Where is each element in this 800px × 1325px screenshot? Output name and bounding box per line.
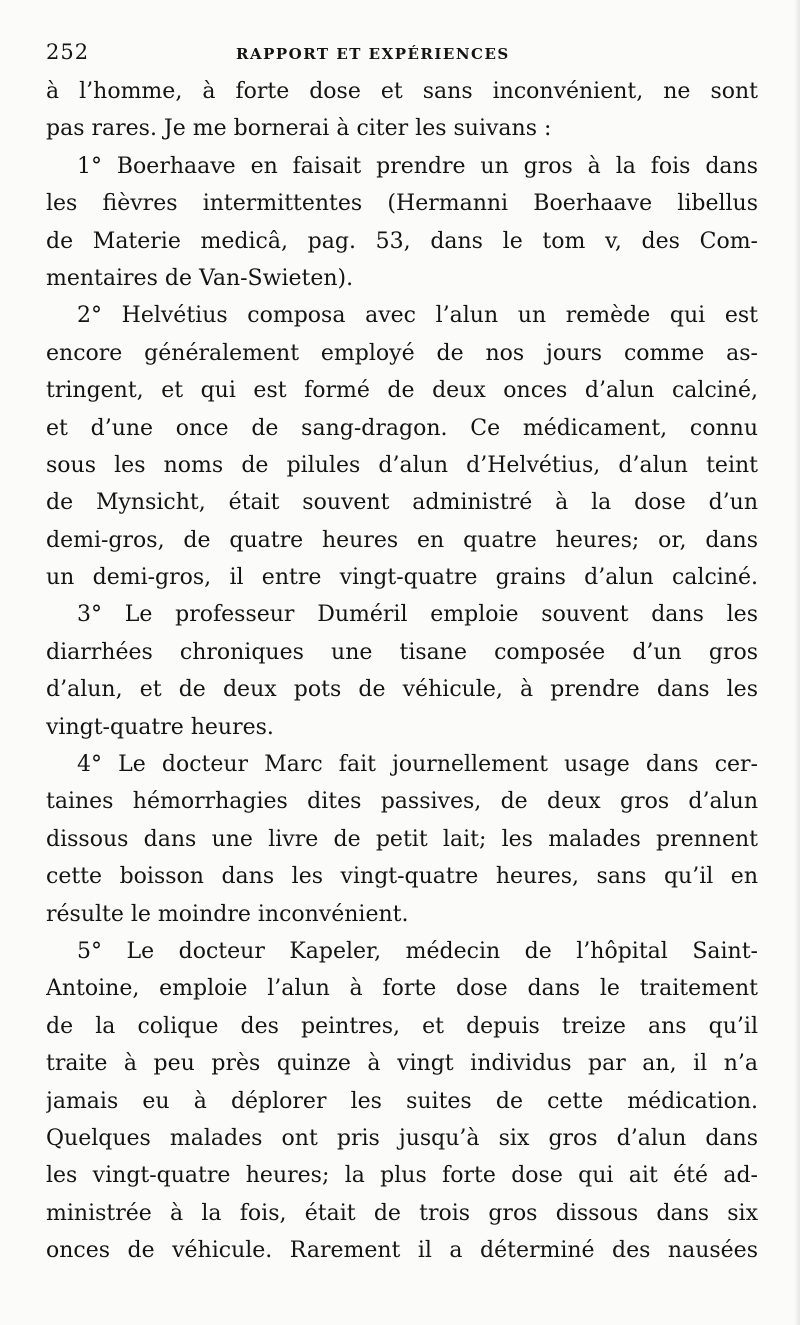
text-line: et d’une once de sang-dragon. Ce médicament, connu bbox=[46, 415, 758, 441]
text-line: 1° Boerhaave en faisait prendre un gros à la fois dans bbox=[77, 153, 758, 179]
scan-edge-shadow bbox=[794, 0, 800, 1325]
text-line: diarrhées chroniques une tisane composée d’un gros bbox=[46, 639, 758, 665]
text-line: dissous dans une livre de petit lait; les malades prennent bbox=[46, 826, 758, 852]
text-line: tringent, et qui est formé de deux onces d’alun calciné, bbox=[46, 378, 758, 404]
text-line: cette boisson dans les vingt-quatre heures, sans qu’il en bbox=[46, 864, 758, 890]
text-line: vingt-quatre heures. bbox=[46, 714, 274, 740]
text-line: demi-gros, de quatre heures en quatre heures; or, dans bbox=[46, 527, 758, 553]
text-line: de la colique des peintres, et depuis treize ans qu’il bbox=[46, 1013, 758, 1039]
page-number: 252 bbox=[46, 40, 90, 64]
text-line: 5° Le docteur Kapeler, médecin de l’hôpital Saint- bbox=[77, 938, 758, 964]
text-line: sous les noms de pilules d’alun d’Helvétius, d’alun teint bbox=[46, 452, 758, 478]
text-line: onces de véhicule. Rarement il a déterminé des nausées bbox=[46, 1238, 758, 1264]
text-line: Antoine, emploie l’alun à forte dose dans le traitement bbox=[46, 976, 758, 1002]
text-line: à l’homme, à forte dose et sans inconvénient, ne sont bbox=[46, 79, 758, 104]
text-line: traite à peu près quinze à vingt individus par an, il n’a bbox=[46, 1051, 758, 1077]
page-header bbox=[46, 40, 758, 70]
text-line: ministrée à la fois, était de trois gros dissous dans six bbox=[46, 1200, 758, 1226]
text-line: jamais eu à déplorer les suites de cette médication. bbox=[46, 1088, 758, 1114]
text-line: de Materie medicâ, pag. 53, dans le tom v, des Com- bbox=[46, 228, 758, 254]
text-line: Quelques malades ont pris jusqu’à six gros d’alun dans bbox=[46, 1125, 758, 1151]
text-line: les fièvres intermittentes (Hermanni Boerhaave libellus bbox=[46, 191, 758, 217]
running-head: RAPPORT ET EXPÉRIENCES bbox=[236, 45, 510, 63]
text-line: pas rares. Je me bornerai à citer les suivans : bbox=[46, 116, 552, 142]
text-line: encore généralement employé de nos jours comme as- bbox=[46, 340, 758, 366]
text-line: un demi-gros, il entre vingt-quatre grains d’alun calciné. bbox=[46, 565, 758, 591]
text-line: 3° Le professeur Duméril emploie souvent dans les bbox=[77, 602, 758, 628]
text-line: mentaires de Van-Swieten). bbox=[46, 265, 354, 291]
text-line: résulte le moindre inconvénient. bbox=[46, 901, 409, 927]
text-line: de Mynsicht, était souvent administré à la dose d’un bbox=[46, 490, 758, 516]
body-text bbox=[46, 73, 758, 1270]
text-line: 2° Helvétius composa avec l’alun un remède qui est bbox=[77, 303, 758, 329]
text-line: d’alun, et de deux pots de véhicule, à prendre dans les bbox=[46, 677, 758, 703]
text-line: taines hémorrhagies dites passives, de deux gros d’alun bbox=[46, 789, 758, 815]
text-line: 4° Le docteur Marc fait journellement usage dans cer- bbox=[77, 752, 758, 778]
text-line: les vingt-quatre heures; la plus forte dose qui ait été ad- bbox=[46, 1163, 758, 1189]
